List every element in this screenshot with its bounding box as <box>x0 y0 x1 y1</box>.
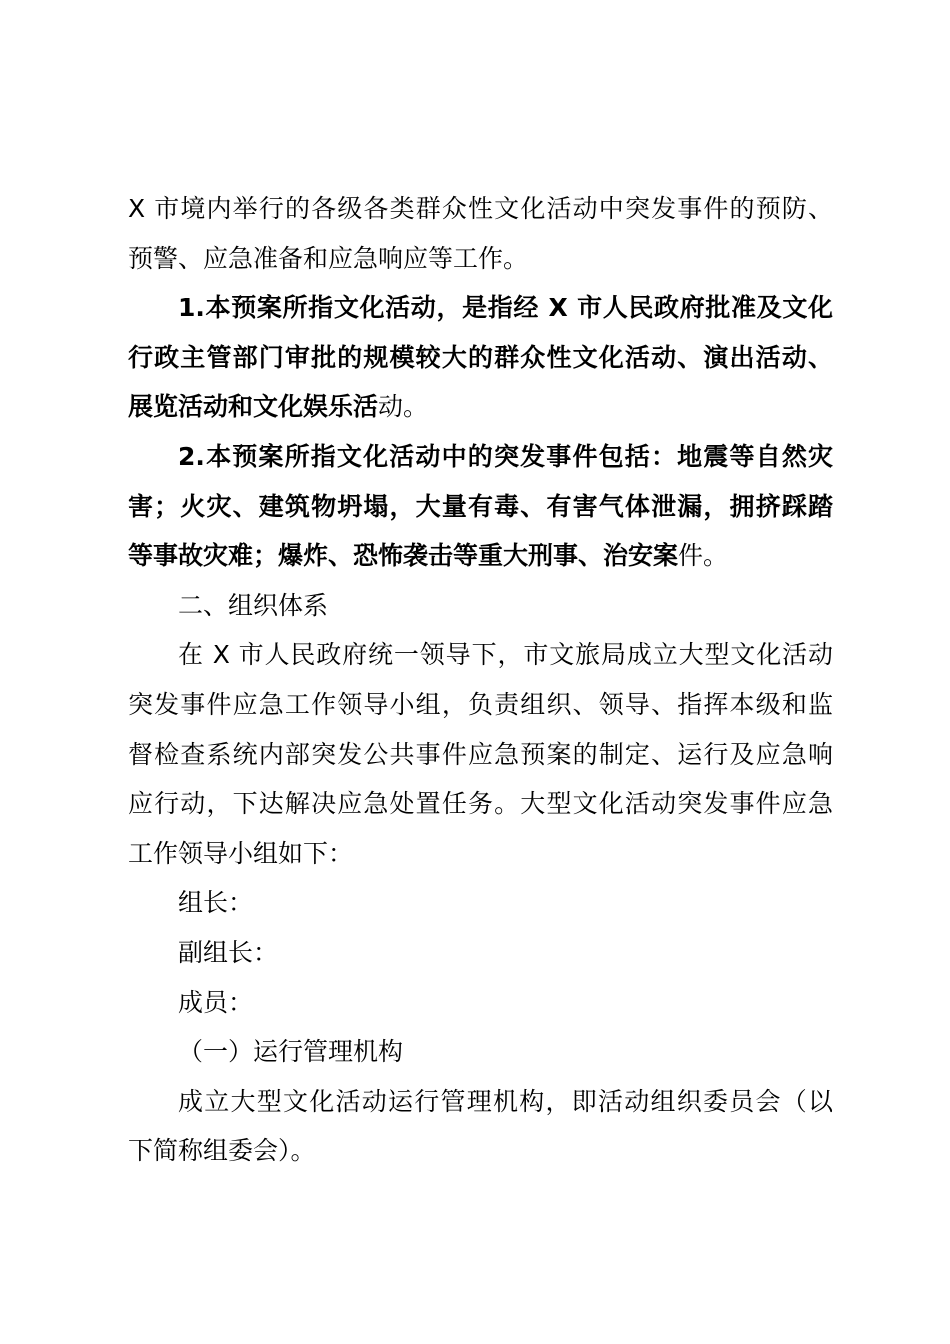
members-label: 成员： <box>178 987 254 1017</box>
organization-paragraph-line-5: 工作领导小组如下： <box>128 838 354 868</box>
definition-2-line-2: 害；火灾、建筑物坍塌，大量有毒、有害气体泄漏，拥挤踩踏 <box>128 491 833 521</box>
definition-2-line-1: 2.本预案所指文化活动中的突发事件包括：地震等自然灾 <box>178 441 833 471</box>
definition-1-line-1: 1.本预案所指文化活动，是指经 X 市人民政府批准及文化 <box>178 293 833 323</box>
definition-1-line-3-bold: 展览活动和文化娱乐活 <box>128 392 379 422</box>
deputy-leader-label: 副组长： <box>178 937 279 967</box>
organization-paragraph-line-4: 应行动，下达解决应急处置任务。大型文化活动突发事件应急 <box>128 789 833 819</box>
definition-2-line-3 <box>128 531 833 581</box>
team-leader-label: 组长： <box>178 888 254 918</box>
operation-paragraph-line-2: 下简称组委会）。 <box>128 1136 316 1166</box>
organization-paragraph-line-2: 突发事件应急工作领导小组，负责组织、领导、指挥本级和监 <box>128 689 833 719</box>
definition-2-line-3-tail: 件。 <box>678 541 729 571</box>
scope-paragraph-line-2: 预警、应急准备和应急响应等工作。 <box>128 243 529 273</box>
document-page <box>128 184 833 1176</box>
organization-paragraph-line-1: 在 X 市人民政府统一领导下，市文旅局成立大型文化活动 <box>178 640 833 670</box>
definition-2-line-3-bold: 等事故灾难；爆炸、恐怖袭击等重大刑事、治安案 <box>128 541 679 571</box>
definition-1-line-3 <box>128 382 833 432</box>
organization-paragraph-line-3: 督检查系统内部突发公共事件应急预案的制定、运行及应急响 <box>128 739 833 769</box>
section-heading-organization: 二、组织体系 <box>178 590 329 620</box>
subsection-heading-operation: （一）运行管理机构 <box>178 1037 404 1067</box>
definition-1-line-3-tail: 动。 <box>378 392 429 422</box>
scope-paragraph-line-1: X 市境内举行的各级各类群众性文化活动中突发事件的预防、 <box>128 194 833 223</box>
operation-paragraph-line-1: 成立大型文化活动运行管理机构，即活动组织委员会（以 <box>178 1086 833 1116</box>
definition-1-line-2: 行政主管部门审批的规模较大的群众性文化活动、演出活动、 <box>128 342 833 372</box>
